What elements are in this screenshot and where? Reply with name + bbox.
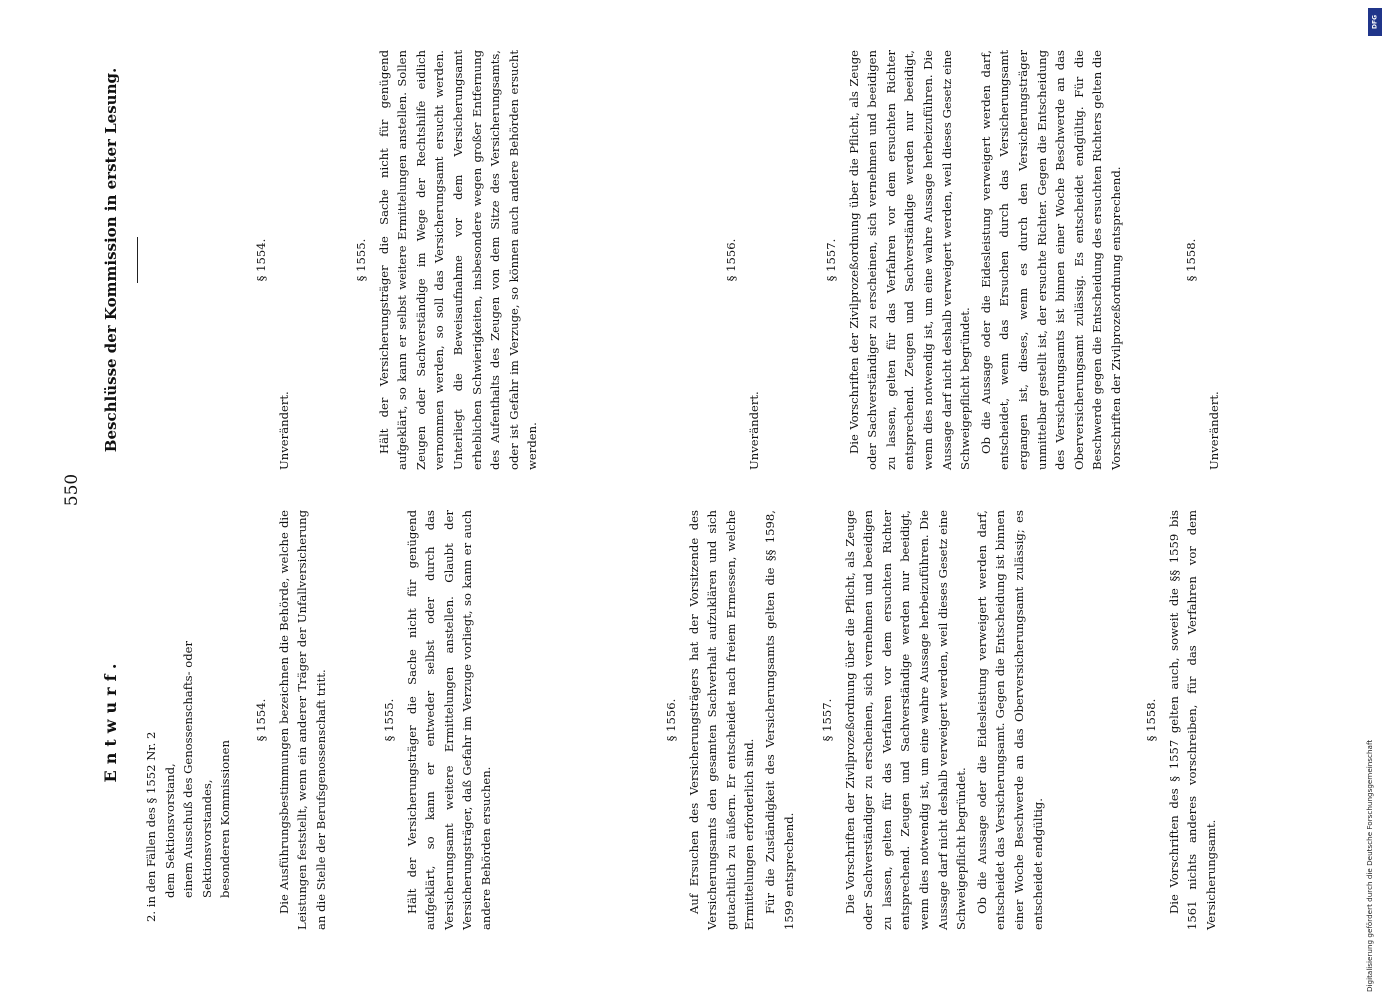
digitization-note: Digitalisierung gefördert durch die Deutsche Forschungsgemeinschaft [1365,739,1374,992]
section-title: § 1556. [724,238,738,282]
section-text: Ob die Aussage oder die Eidesleistung verweigert werden darf, entscheidet, wenn das Ersuchen durch das Versicherungsamt ergangen ist, dieses, wenn es durch den Versicherungsträger unmittelbar gestellt ist, der ersuchte Richter. Gegen die Entscheidung des Versicherungsamts ist binnen einer Woche Beschwerde an das Oberversicherungsamt zulässig. Es entscheidet endgültig. Für die Beschwerde gegen die Entscheidung des ersuchten Richters gelten die Vorschriften der Zivilprozeßordnung entsprechend. [978,50,1123,470]
section-title: § 1558. [1144,698,1158,742]
section-title: § 1557. [820,698,834,742]
left-section-1557 [818,510,1049,930]
header-rule [125,50,144,470]
section-title: § 1558. [1184,238,1198,282]
left-section-1554 [252,510,332,930]
right-section-1556 [722,50,765,470]
right-section-1555 [352,50,544,470]
item-2-line: einem Ausschuß des Genossenschafts- oder [181,640,196,898]
section-text: Hält der Versicherungsträger die Sache nicht für genügend aufgeklärt, so kann er entweder selbst oder durch das Versicherungsamt weitere Ermittelungen anstellen. Glaubt der Versicherungsträger, daß Gefahr im Verzuge vorliegt, so kann er auch andere Behörden ersuchen. [404,510,493,930]
left-section-1555 [380,510,498,930]
section-title: § 1557. [824,238,838,282]
section-text: Auf Ersuchen des Versicherungsträgers hat der Vorsitzende des Versicherungsamts den gesamten Sachverhalt aufzuklären und sich gutachtlich zu äußern. Er entscheidet nach freiem Ermessen, welche Ermittelungen erforderlich sind. [686,510,757,930]
section-title: § 1554. [254,698,268,742]
section-title: § 1554. [254,238,268,282]
item-2 [142,510,235,930]
item-2-line: Sektionsvorstandes, [199,779,214,898]
item-2-intro: 2. in den Fällen des § 1552 Nr. 2 [144,731,158,922]
section-text: Hält der Versicherungsträger die Sache nicht für genügend aufgeklärt, so kann er selbst weitere Ermittelungen anstellen. Sollen Zeugen oder Sachverständige im Wege der Rechtshilfe eidlich vernommen werden, so soll das Versicherungsamt ersucht werden. Unterliegt die Beweisaufnahme vor dem Versicherungsamt erheblichen Schwierigkeiten, insbesondere wegen großer Entfernung des Aufenthalts des Zeugen von dem Sitze des Versicherungsamts, oder ist Gefahr im Verzuge, so können auch andere Behörden ersucht werden. [376,50,540,470]
left-section-1556 [662,510,800,930]
item-2-line: dem Sektionsvorstand, [162,763,177,898]
left-column-header: Entwurf. [101,657,120,783]
document-page [50,10,1320,970]
section-text: Unverändert. [1206,391,1221,470]
section-title: § 1555. [354,238,368,282]
item-2-line: besonderen Kommissionen [218,740,233,898]
section-text: Unverändert. [276,391,291,470]
section-text: Die Vorschriften der Zivilprozeßordnung über die Pflicht, als Zeuge oder Sachverständiger zu erscheinen, sich vernehmen und beeidigen zu lassen, gelten für das Verfahren vor dem ersuchten Richter entsprechend. Zeugen und Sachverständige werden nur beeidigt, wenn dies notwendig ist, um eine wahre Aussage herbeizuführen. Die Aussage darf nicht deshalb verweigert werden, weil dieses Gesetz eine Schweigepflicht begründet. [846,50,973,470]
section-text: Ob die Aussage oder die Eidesleistung verweigert werden darf, entscheidet das Versicherungsamt. Gegen die Entscheidung ist binnen einer Woche Beschwerde an das Oberversicherungsamt zulässig; es entscheidet endgültig. [974,510,1045,930]
section-title: § 1556. [664,698,678,742]
section-text: Die Vorschriften der Zivilprozeßordnung über die Pflicht, als Zeuge oder Sachverständiger zu erscheinen, sich vernehmen und beeidigen zu lassen, gelten für das Verfahren vor dem ersuchten Richter entsprechend. Zeugen und Sachverständige werden nur beeidigt, wenn dies notwendig ist, um eine wahre Aussage herbeizuführen. Die Aussage darf nicht deshalb verweigert werden, weil dieses Gesetz eine Schweigepflicht begründet. [842,510,969,930]
right-section-1558 [1182,50,1225,470]
right-section-1554 [252,50,295,470]
section-title: § 1555. [382,698,396,742]
page-number: 550 [62,473,82,507]
left-column-draft [101,510,1218,930]
section-text: Die Vorschriften des § 1557 gelten auch, soweit die §§ 1559 bis 1561 nichts anderes vorschreiben, für das Verfahren vor dem Versicherungsamt. [1166,510,1218,930]
right-column-resolutions [102,50,1221,470]
right-column-header: Beschlüsse der Kommission in erster Lesung. [102,67,120,453]
dfg-logo: DFG [1368,8,1382,36]
section-text: Unverändert. [746,391,761,470]
item-2-block [142,510,235,930]
section-text: Die Ausführungsbestimmungen bezeichnen die Behörde, welche die Leistungen feststellt, wenn ein anderer Träger der Unfallversicherung an die Stelle der Berufsgenossenschaft tritt. [276,510,328,930]
right-section-1557 [822,50,1128,470]
section-text: Für die Zuständigkeit des Versicherungsamts gelten die §§ 1598, 1599 entsprechend. [762,510,796,930]
left-section-1558 [1142,510,1222,930]
